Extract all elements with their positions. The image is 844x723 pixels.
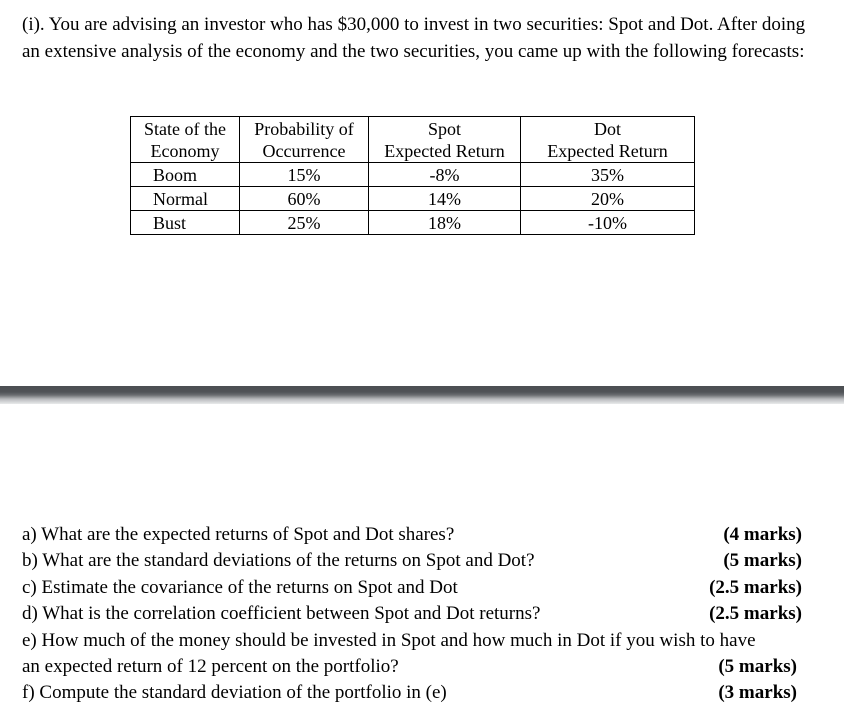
question-marks: (3 marks) [718, 682, 797, 704]
question-marks: (4 marks) [723, 524, 802, 545]
table-header-row [131, 117, 695, 163]
header-spot-return [369, 117, 521, 163]
table-cell: 14% [369, 187, 521, 211]
intro-paragraph: (i). You are advising an investor who has $30,000 to invest in two securities: Spot and Dot. After doing an extensive analysis of the economy and the two securities, you came up with the following forecasts: [22, 14, 806, 62]
question-text: d) What is the correlation coefficient between Spot and Dot returns? [22, 603, 541, 625]
questions-list [22, 522, 802, 707]
header-dot-return [521, 117, 695, 163]
header-text: Expected Return [384, 141, 505, 161]
question-text: c) Estimate the covariance of the returns on Spot and Dot [22, 576, 458, 598]
question-text: f) Compute the standard deviation of the portfolio in (e) [22, 682, 447, 704]
header-text: Economy [150, 141, 220, 161]
table-cell: 18% [369, 211, 521, 235]
table-cell: Normal [131, 187, 240, 211]
question-c [22, 575, 802, 601]
question-a [22, 522, 802, 548]
header-text: Probability of [254, 119, 354, 139]
table-cell: -8% [369, 163, 521, 187]
question-marks: (2.5 marks) [709, 576, 802, 598]
question-marks: (2.5 marks) [709, 603, 802, 625]
table-cell: 35% [521, 163, 695, 187]
table-row [131, 163, 695, 187]
question-text: e) How much of the money should be invested in Spot and how much in Dot if you wish to have [22, 629, 756, 651]
header-text: Spot [427, 119, 461, 139]
header-probability [240, 117, 369, 163]
header-text: Dot [594, 119, 621, 139]
question-b [22, 548, 802, 574]
page-divider-bar [0, 386, 844, 404]
question-marks: (5 marks) [723, 550, 802, 572]
question-d [22, 601, 802, 627]
table-cell: 60% [240, 187, 369, 211]
table-cell: Boom [131, 163, 240, 187]
table-row [131, 211, 695, 235]
question-e [22, 628, 802, 681]
table-cell: 20% [521, 187, 695, 211]
question-text: a) What are the expected returns of Spot and Dot shares? [22, 524, 455, 545]
question-e-line2 [22, 654, 802, 680]
table-cell: 25% [240, 211, 369, 235]
question-marks: (5 marks) [718, 656, 797, 678]
question-f [22, 680, 802, 706]
question-text: b) What are the standard deviations of the returns on Spot and Dot? [22, 550, 535, 572]
question-text: an expected return of 12 percent on the portfolio? [22, 656, 399, 678]
table-cell: -10% [521, 211, 695, 235]
header-text: State of the [144, 119, 226, 139]
header-text: Expected Return [547, 141, 668, 161]
forecast-table [130, 116, 695, 235]
header-text: Occurrence [262, 141, 346, 161]
table-cell: 15% [240, 163, 369, 187]
header-state [131, 117, 240, 163]
table-cell: Bust [131, 211, 240, 235]
table-row [131, 187, 695, 211]
